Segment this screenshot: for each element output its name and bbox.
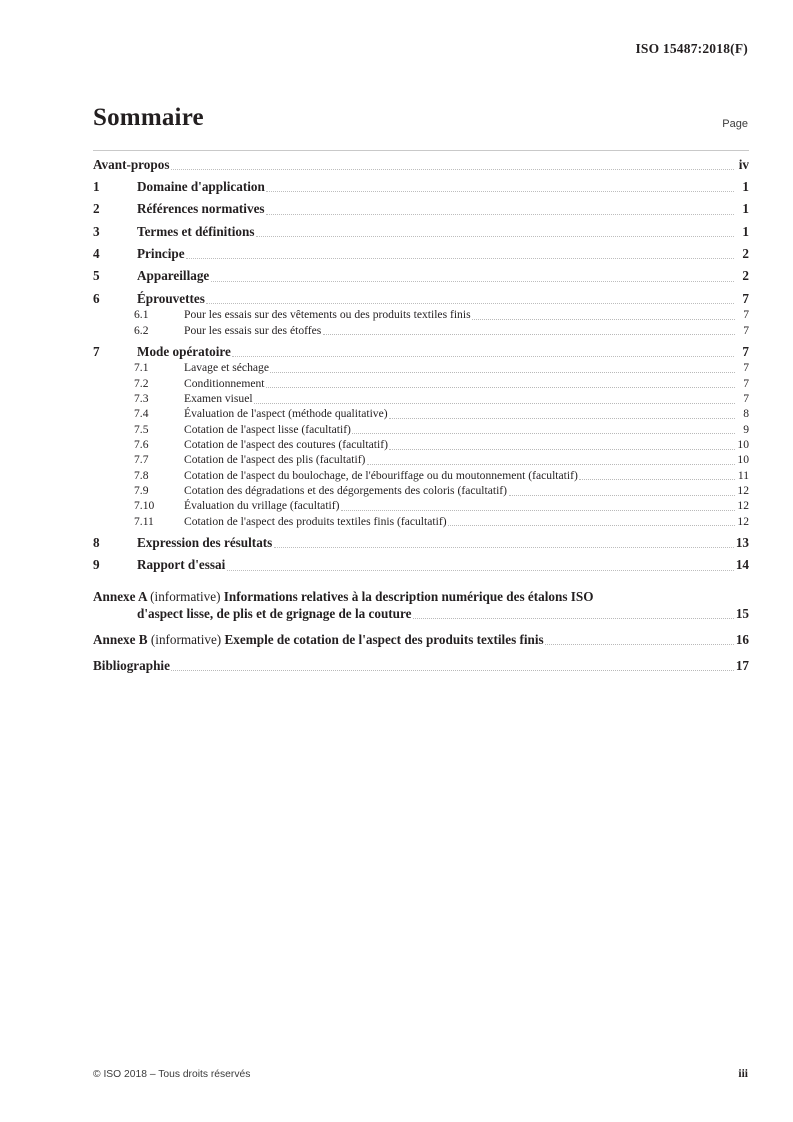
leader-dots	[341, 509, 735, 511]
toc-entry-3[interactable]	[93, 224, 749, 241]
toc-entry-label: Domaine d'application	[137, 178, 265, 194]
toc-entry-page: 10	[737, 453, 749, 467]
toc-entry-label: Références normatives	[137, 201, 265, 217]
toc-entry-page: 16	[735, 631, 749, 647]
page-column-label: Page	[722, 118, 748, 130]
annex-prefix: Annexe B	[93, 631, 148, 647]
toc-entry-label: Évaluation du vrillage (facultatif)	[184, 499, 340, 513]
toc-entry-number: 9	[93, 557, 100, 573]
toc-entry-label: Pour les essais sur des vêtements ou des produits textiles finis	[184, 308, 471, 322]
leader-dots	[323, 333, 735, 335]
toc-entry-label: Cotation de l'aspect lisse (facultatif)	[184, 422, 351, 436]
toc-entry-7-7[interactable]	[93, 453, 749, 468]
leader-dots	[266, 190, 733, 192]
toc-entry-page: 7	[742, 343, 749, 359]
toc-entry-label: Conditionnement	[184, 376, 265, 390]
leader-dots	[266, 213, 733, 215]
toc-entry-6-2[interactable]	[93, 324, 749, 339]
toc-entry-page: 2	[742, 246, 749, 262]
annex-title-line2: d'aspect lisse, de plis et de grignage de la couture	[137, 606, 412, 622]
toc-entry-page: 7	[743, 361, 749, 375]
toc-entry-7-11[interactable]	[93, 515, 749, 530]
annex-prefix: Annexe A	[93, 589, 147, 605]
document-header: ISO 15487:2018(F)	[635, 41, 748, 56]
toc-entry-page: 9	[743, 422, 749, 436]
toc-entry-label: Éprouvettes	[137, 290, 205, 306]
toc-entry-number: 7.11	[134, 514, 154, 528]
toc-entry-number: 7.3	[134, 391, 149, 405]
toc-entry-2[interactable]	[93, 201, 749, 218]
leader-dots	[367, 463, 735, 465]
leader-dots	[352, 432, 734, 434]
copyright-notice: © ISO 2018 – Tous droits réservés	[93, 1069, 251, 1080]
toc-entry-label: Avant-propos	[93, 156, 170, 172]
leader-dots	[227, 569, 734, 571]
toc-entry-number: 6	[93, 290, 100, 306]
toc-entry-page: 12	[737, 483, 749, 497]
toc-entry-7-3[interactable]	[93, 392, 749, 407]
toc-entry-label: Rapport d'essai	[137, 557, 226, 573]
toc-entry-label: Bibliographie	[93, 657, 170, 673]
toc-entry-7-9[interactable]	[93, 484, 749, 499]
toc-entry-label: Cotation de l'aspect des produits textiles finis (facultatif)	[184, 514, 447, 528]
toc-entry-7-1[interactable]	[93, 361, 749, 376]
leader-dots	[448, 524, 734, 526]
toc-entry-number: 8	[93, 534, 100, 550]
toc-entry-label: Examen visuel	[184, 391, 253, 405]
toc-entry-page: 1	[742, 201, 749, 217]
toc-entry-page: 7	[743, 391, 749, 405]
toc-entry-7[interactable]	[93, 344, 749, 361]
toc-entry-7-2[interactable]	[93, 377, 749, 392]
toc-entry-label: Mode opératoire	[137, 343, 231, 359]
leader-dots	[186, 257, 733, 259]
toc-entry-6[interactable]	[93, 291, 749, 308]
toc-entry-label: Cotation de l'aspect des coutures (facultatif)	[184, 437, 388, 451]
toc-entry-page: 12	[737, 514, 749, 528]
leader-dots	[389, 448, 734, 450]
toc-entry-7-5[interactable]	[93, 423, 749, 438]
toc-entry-number: 7.6	[134, 437, 149, 451]
page-footer	[93, 1068, 748, 1080]
leader-dots	[545, 643, 733, 645]
leader-dots	[256, 235, 734, 237]
toc-entry-label: Appareillage	[137, 268, 210, 284]
toc-entry-page: 11	[737, 468, 749, 482]
toc-entry-number: 6.2	[134, 323, 149, 337]
folio-number: iii	[738, 1068, 748, 1080]
toc-entry-frontmatter[interactable]	[93, 157, 749, 174]
toc-entry-6-1[interactable]	[93, 308, 749, 323]
annex-title-line1: Exemple de cotation de l'aspect des produits textiles finis	[224, 631, 544, 647]
toc-entry-page: 7	[743, 323, 749, 337]
toc-entry-9[interactable]	[93, 557, 749, 574]
toc-entry-page: 7	[742, 290, 749, 306]
leader-dots	[413, 617, 734, 619]
toc-gap	[93, 574, 749, 580]
leader-dots	[266, 386, 734, 388]
toc-entry-page: 12	[737, 499, 749, 513]
toc-entry-5[interactable]	[93, 268, 749, 285]
toc-entry-label: Expression des résultats	[137, 534, 273, 550]
toc-entry-number: 7.2	[134, 376, 149, 390]
toc-entry-number: 5	[93, 268, 100, 284]
toc-entry-number: 7.1	[134, 361, 149, 375]
toc-entry-number: 7.7	[134, 453, 149, 467]
toc-entry-page: 13	[735, 534, 749, 550]
toc-entry-page: 17	[735, 657, 749, 673]
toc-entry-page: 10	[737, 437, 749, 451]
leader-dots	[274, 546, 734, 548]
annex-qualifier: (informative)	[150, 631, 222, 647]
toc-entry-page: 1	[742, 223, 749, 239]
toc-entry-label: Termes et définitions	[137, 223, 255, 239]
leader-dots	[472, 318, 734, 320]
toc-entry-label: Pour les essais sur des étoffes	[184, 323, 322, 337]
annex-title-line1: Informations relatives à la description numérique des étalons ISO	[223, 589, 594, 605]
toc-entry-label: Évaluation de l'aspect (méthode qualitative)	[184, 407, 388, 421]
toc-entry-page: 7	[743, 308, 749, 322]
toc-entry-number: 7.8	[134, 468, 149, 482]
table-of-contents	[93, 150, 749, 675]
leader-dots	[171, 669, 733, 671]
toc-entry-number: 7.10	[134, 499, 155, 513]
toc-entry-label: Principe	[137, 246, 185, 262]
toc-entry-number: 2	[93, 201, 100, 217]
annex-qualifier: (informative)	[150, 589, 221, 605]
toc-entry-label: Lavage et séchage	[184, 361, 269, 375]
toc-entry-page: 8	[743, 407, 749, 421]
toc-entry-7-10[interactable]	[93, 499, 749, 514]
toc-entry-8[interactable]	[93, 535, 749, 552]
leader-dots	[389, 417, 734, 419]
toc-entry-7-6[interactable]	[93, 438, 749, 453]
toc-clause-list	[93, 179, 749, 574]
toc-entry-page: 1	[742, 178, 749, 194]
toc-entry-page: 15	[735, 606, 749, 622]
toc-entry-page: 2	[742, 268, 749, 284]
toc-top-rule	[93, 150, 749, 151]
toc-entry-number: 1	[93, 178, 100, 194]
toc-entry-4[interactable]	[93, 246, 749, 263]
toc-entry-number: 6.1	[134, 308, 149, 322]
toc-annex-text	[93, 589, 749, 623]
toc-entry-number: 3	[93, 223, 100, 239]
page-title: Sommaire	[93, 104, 204, 131]
leader-dots	[270, 371, 734, 373]
toc-entry-7-4[interactable]	[93, 407, 749, 422]
toc-entry-page: iv	[738, 156, 749, 172]
toc-entry-label: Cotation de l'aspect des plis (facultatif)	[184, 453, 366, 467]
toc-entry-annex-b[interactable]	[93, 632, 749, 649]
toc-entry-7-8[interactable]	[93, 469, 749, 484]
leader-dots	[232, 355, 733, 357]
toc-entry-number: 7.9	[134, 483, 149, 497]
toc-entry-bibliography[interactable]	[93, 658, 749, 675]
toc-entry-page: 14	[735, 557, 749, 573]
toc-entry-label: Cotation des dégradations et des dégorgements des coloris (facultatif)	[184, 483, 508, 497]
toc-annex-text	[93, 632, 544, 649]
toc-entry-number: 7.5	[134, 422, 149, 436]
toc-entry-1[interactable]	[93, 179, 749, 196]
toc-entry-page: 7	[743, 376, 749, 390]
leader-dots	[211, 280, 734, 282]
toc-entry-number: 7	[93, 343, 100, 359]
leader-dots	[579, 478, 734, 480]
toc-entry-label: Cotation de l'aspect du boulochage, de l'ébouriffage ou du moutonnement (facultatif)	[184, 468, 578, 482]
leader-dots	[206, 302, 733, 304]
leader-dots	[171, 168, 734, 170]
toc-entry-annex-a[interactable]	[93, 589, 749, 623]
leader-dots	[509, 494, 735, 496]
toc-entry-number: 4	[93, 246, 100, 262]
toc-entry-number: 7.4	[134, 407, 149, 421]
leader-dots	[254, 402, 734, 404]
